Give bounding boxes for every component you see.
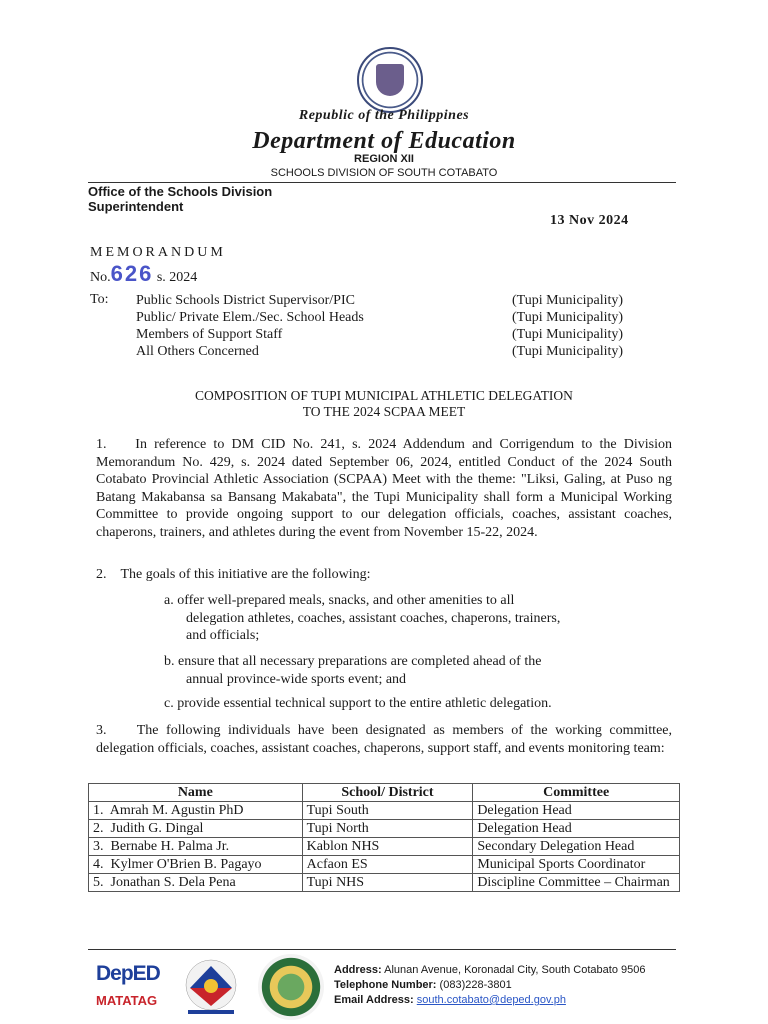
table-row: 4. Kylmer O'Brien B. Pagayo Acfaon ES Municipal Sports Coordinator bbox=[89, 856, 680, 874]
recipient-list bbox=[136, 292, 364, 360]
division-seal-icon bbox=[258, 954, 324, 1020]
recipient-name: Members of Support Staff bbox=[136, 327, 283, 342]
committee-table bbox=[88, 783, 680, 892]
region-heading: REGION XII bbox=[354, 153, 414, 165]
header-committee: Committee bbox=[473, 784, 680, 802]
deped-logo: DepED bbox=[96, 962, 160, 985]
table-row: 5. Jonathan S. Dela Pena Tupi NHS Discipline Committee – Chairman bbox=[89, 874, 680, 892]
footer-contact: Address: Alunan Avenue, Koronadal City, South Cotabato 9506 Telephone Number: (083)228-3801 Email Address: south.cotabato@deped.gov.ph bbox=[334, 964, 646, 1006]
goal-b: b. ensure that all necessary preparations are completed ahead of the annual province-wide sports event; and bbox=[164, 654, 542, 687]
memo-title: MEMORANDUM bbox=[90, 245, 226, 260]
division-heading: SCHOOLS DIVISION OF SOUTH COTABATO bbox=[270, 167, 498, 179]
header-school: School/ District bbox=[302, 784, 473, 802]
paragraph-2: 2. The goals of this initiative are the following: bbox=[96, 567, 371, 582]
recipient-place: (Tupi Municipality) bbox=[512, 293, 624, 308]
recipient-places bbox=[512, 292, 623, 360]
deped-seal-icon bbox=[357, 47, 423, 113]
header-divider bbox=[88, 182, 676, 183]
table-row: 2. Judith G. Dingal Tupi North Delegation Head bbox=[89, 820, 680, 838]
recipient-name: All Others Concerned bbox=[136, 344, 259, 359]
memo-number-stamp: 626 bbox=[110, 261, 154, 286]
header-name: Name bbox=[89, 784, 303, 802]
memo-date: 13 Nov 2024 bbox=[550, 213, 629, 228]
department-heading: Department of Education bbox=[252, 128, 516, 154]
recipient-place: (Tupi Municipality) bbox=[512, 327, 624, 342]
recipient-name: Public Schools District Supervisor/PIC bbox=[136, 293, 355, 308]
table-row: 1. Amrah M. Agustin PhD Tupi South Delegation Head bbox=[89, 802, 680, 820]
republic-heading: Republic of the Philippines bbox=[298, 108, 470, 123]
footer-divider bbox=[88, 949, 676, 950]
memo-number: No.626 s. 2024 bbox=[90, 261, 198, 286]
goal-a: a. offer well-prepared meals, snacks, and other amenities to all delegation athletes, coaches, assistant coaches, chaperons, trainers, and officials; bbox=[164, 593, 561, 643]
memo-subject: COMPOSITION OF TUPI MUNICIPAL ATHLETIC DELEGATION TO THE 2024 SCPAA MEET bbox=[195, 388, 573, 419]
office-label: Office of the Schools Division Superintendent bbox=[88, 184, 273, 214]
goal-c: c. provide essential technical support to the entire athletic delegation. bbox=[164, 696, 552, 711]
recipient-place: (Tupi Municipality) bbox=[512, 310, 624, 325]
matatag-logo: MATATAG bbox=[96, 993, 158, 1008]
recipient-name: Public/ Private Elem./Sec. School Heads bbox=[136, 310, 364, 325]
bagong-pilipinas-icon bbox=[178, 958, 244, 1016]
to-label: To: bbox=[90, 292, 109, 307]
table-header-row bbox=[89, 784, 680, 802]
email-link[interactable]: south.cotabato@deped.gov.ph bbox=[416, 994, 566, 1006]
table-row: 3. Bernabe H. Palma Jr. Kablon NHS Secondary Delegation Head bbox=[89, 838, 680, 856]
paragraph-3: 3. The following individuals have been designated as members of the working committee, delegation officials, coaches, assistant coaches, chaperons, support staff, and events monitoring team: bbox=[96, 723, 672, 756]
recipient-place: (Tupi Municipality) bbox=[512, 344, 624, 359]
paragraph-1: 1. In reference to DM CID No. 241, s. 2024 Addendum and Corrigendum to the Division Memorandum No. 429, s. 2024 dated September 06, 2024, entitled Conduct of the 2024 South Cotabato Provincial Athletic Association (SCPAA) Meet with the theme: "Liksi, Galing, at Puso ng Batang Makabansa sa Bansang Makabata", the Tupi Municipality shall form a Municipal Working Committee to provide ongoing support to our delegation officials, coaches, assistant coaches, chaperons, trainers, and athletes during the event from November 15-22, 2024. bbox=[96, 437, 672, 540]
